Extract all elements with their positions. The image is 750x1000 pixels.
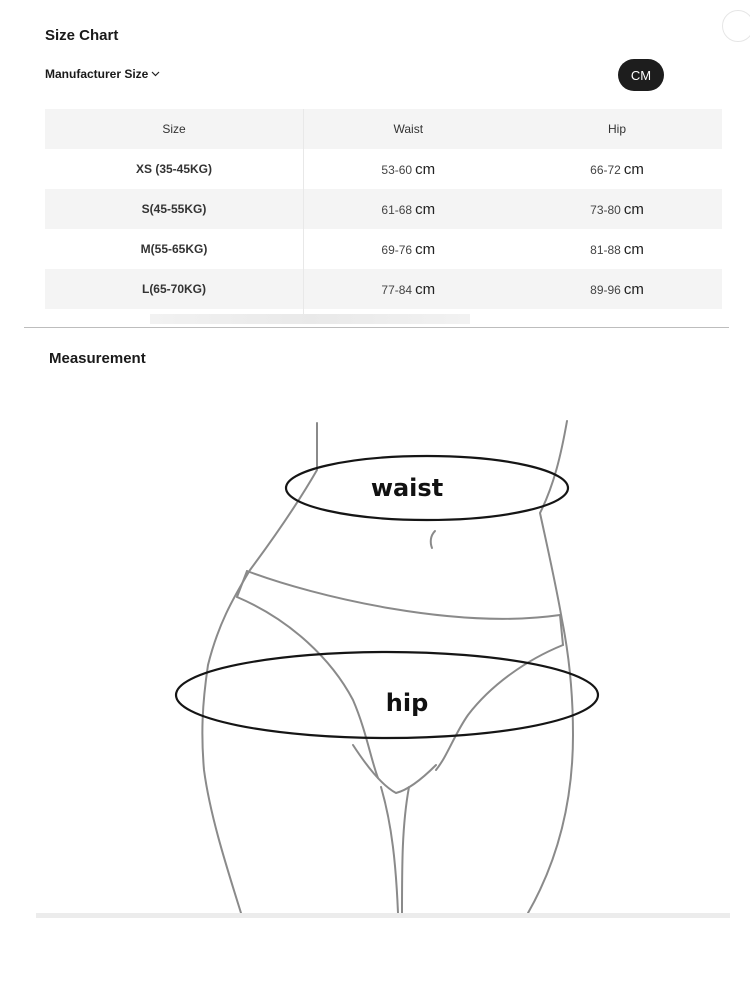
hip-value: 66-72 [590,162,621,177]
unit-suffix: cm [623,200,644,218]
body-outline-svg [36,375,730,920]
column-header-size: Size [45,109,304,149]
hip-value: 81-88 [590,242,621,257]
hip-label: hip [385,689,429,717]
unit-suffix: cm [623,160,644,178]
table-header-row [45,109,722,149]
chevron-down-icon [151,71,160,77]
measurement-title: Measurement [49,350,146,367]
section-divider [24,327,729,328]
waist-value: 77-84 [381,282,413,297]
manufacturer-size-label: Manufacturer Size [45,67,149,81]
hip-cell [513,269,722,309]
table-row [45,189,722,229]
unit-suffix: cm [415,280,436,298]
hip-cell [513,149,722,189]
column-header-waist: Waist [393,122,424,136]
table-row [45,149,722,189]
size-cell: S(45-55KG) [45,189,304,229]
size-table [45,109,722,309]
unit-suffix: cm [415,200,436,218]
edge-button[interactable] [722,10,750,42]
faded-content-strip [150,314,470,324]
size-cell: XS (35-45KG) [45,149,304,189]
waist-value: 53-60 [381,162,413,177]
hip-cell [513,189,722,229]
hip-cell [513,229,722,269]
unit-suffix: cm [415,240,436,258]
hip-value: 73-80 [590,202,621,217]
column-header-hip: Hip [607,122,626,136]
waist-label: waist [370,474,444,502]
unit-toggle-cm[interactable]: CM [618,59,664,91]
waist-cell [304,229,513,269]
unit-suffix: cm [623,240,644,258]
table-row [45,229,722,269]
waist-cell [304,189,513,229]
unit-suffix: cm [415,160,436,178]
size-cell: M(55-65KG) [45,229,304,269]
waist-value: 61-68 [381,202,413,217]
size-chart-title: Size Chart [45,27,119,44]
measurement-illustration [36,375,730,920]
table-row [45,269,722,309]
unit-suffix: cm [623,280,644,298]
illustration-bottom-band [36,913,730,918]
manufacturer-size-dropdown[interactable] [45,67,160,81]
waist-cell [304,269,513,309]
hip-value: 89-96 [590,282,621,297]
waist-cell [304,149,513,189]
waist-value: 69-76 [381,242,413,257]
size-cell: L(65-70KG) [45,269,304,309]
